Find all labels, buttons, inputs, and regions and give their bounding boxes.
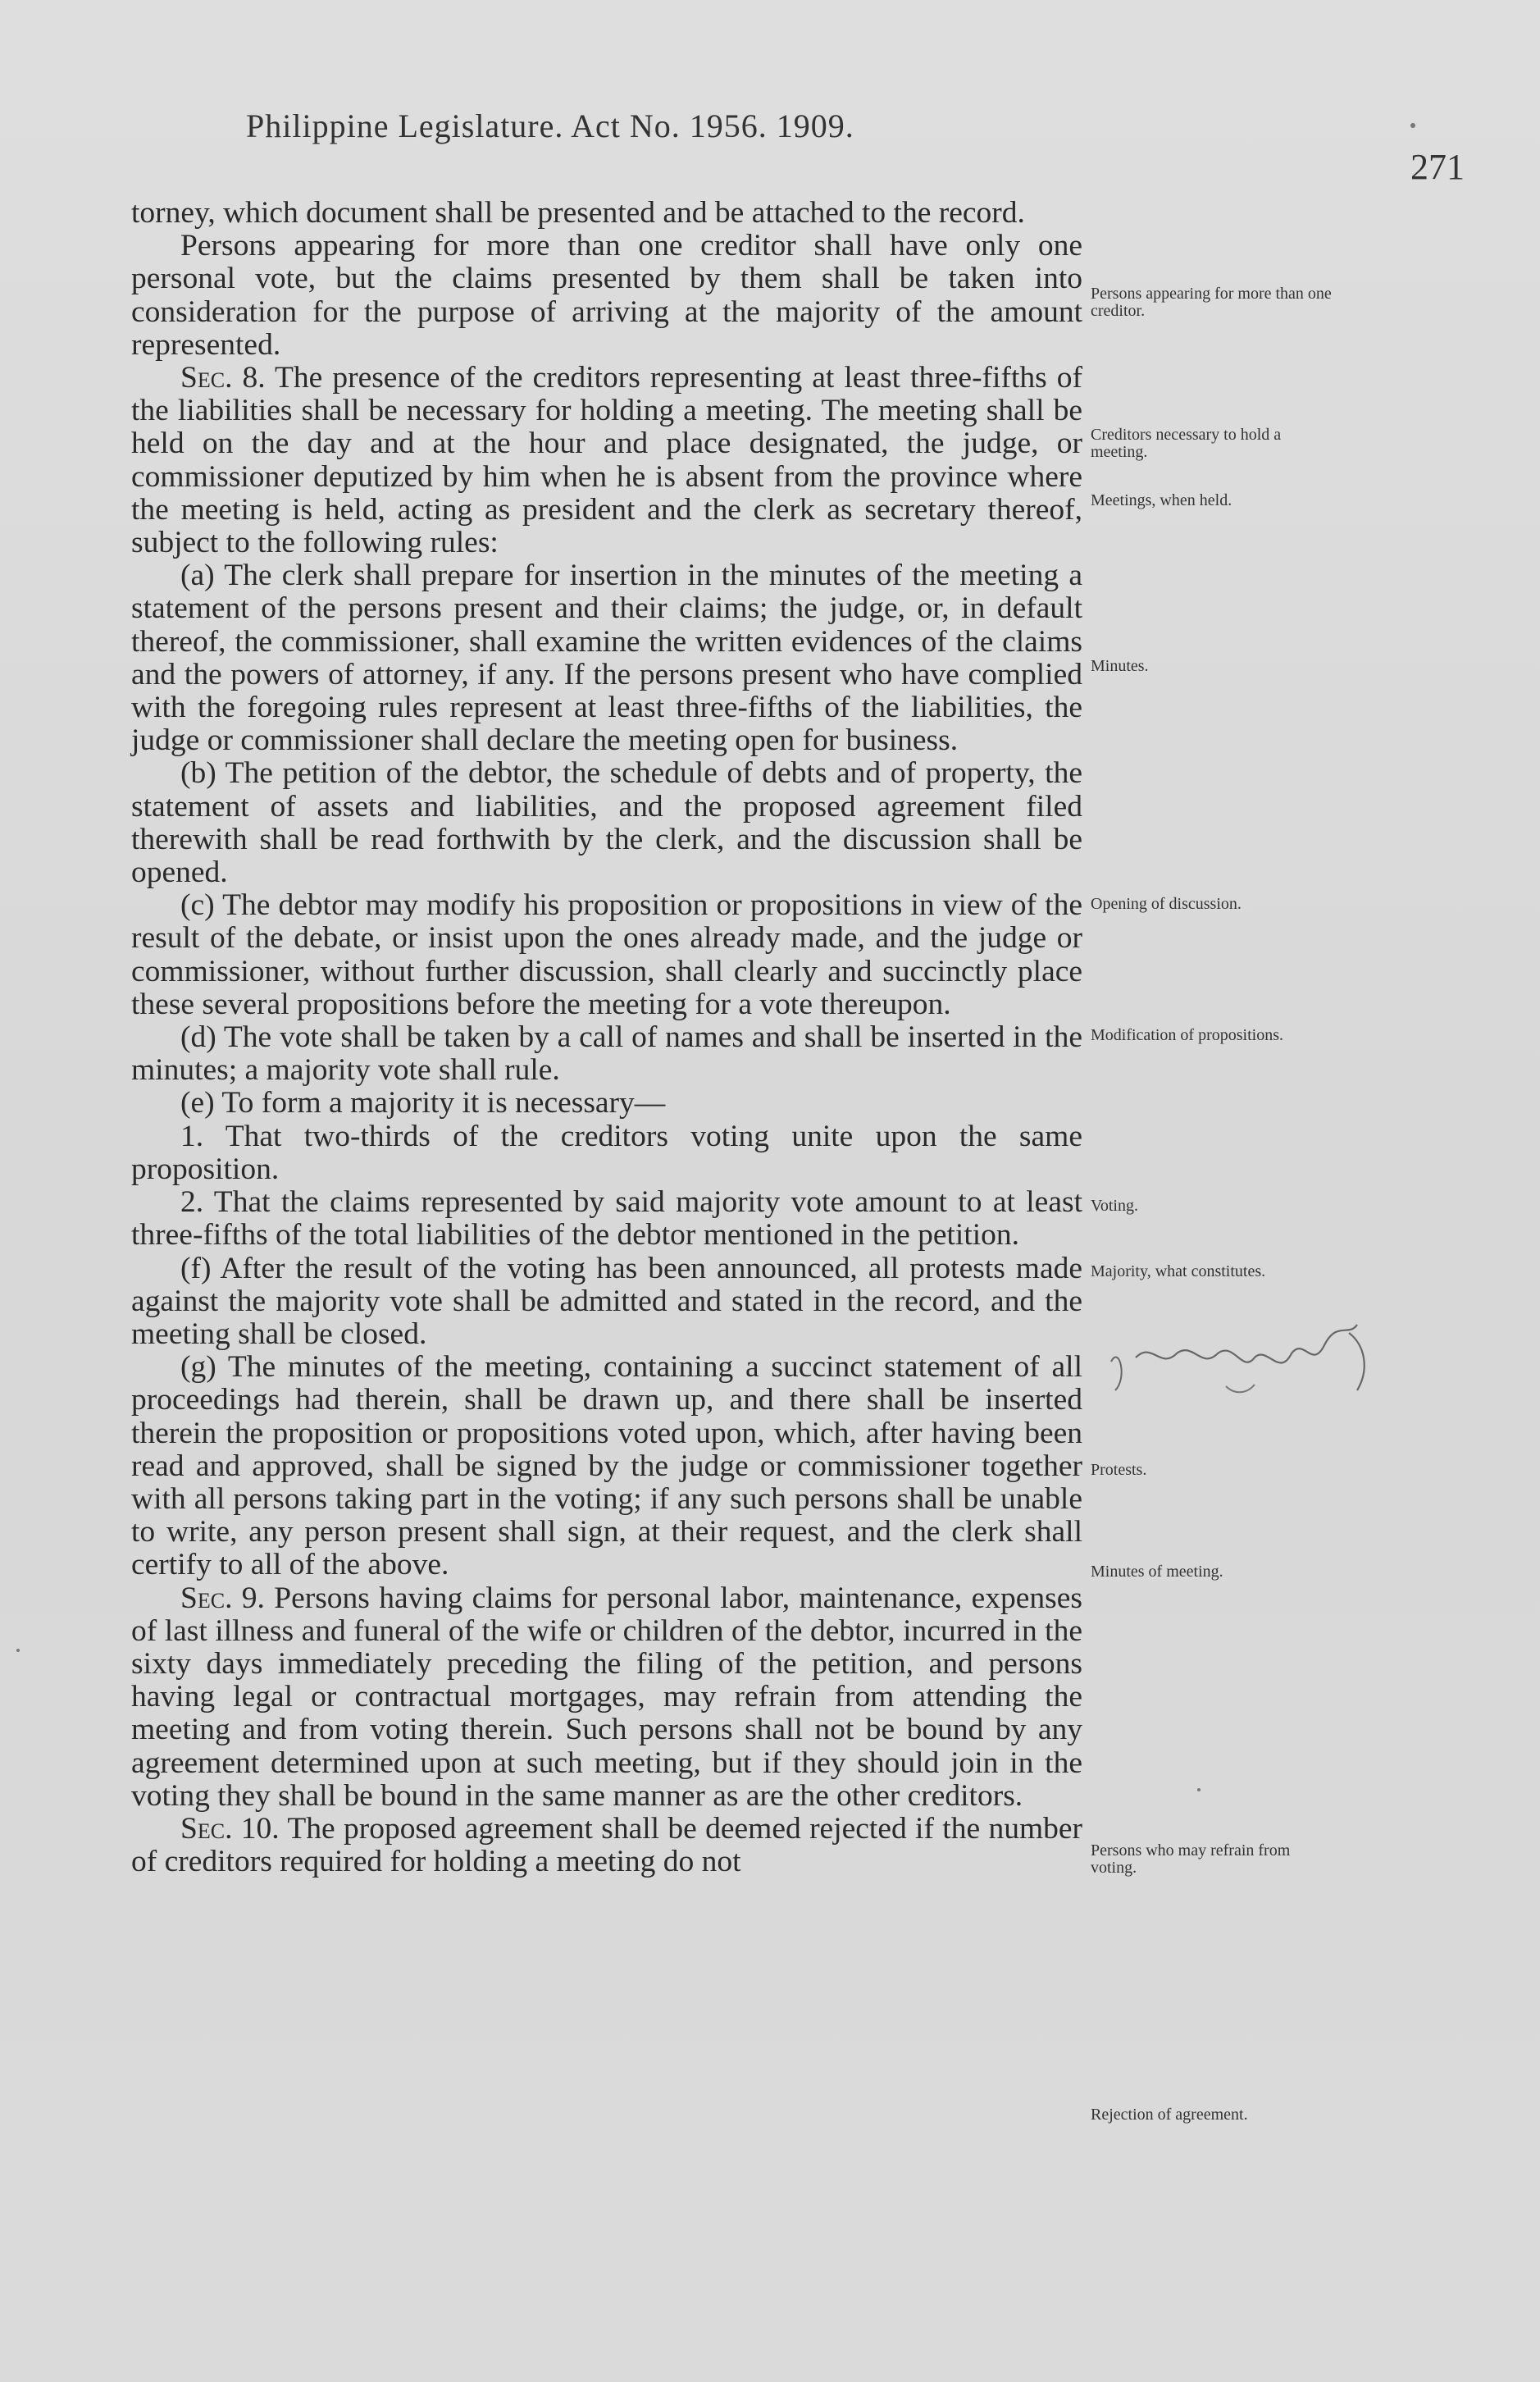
margin-note: Persons appearing for more than one creditor. bbox=[1091, 285, 1332, 320]
rule-e-1: 1. That two-thirds of the creditors voting unite upon the same proposition. bbox=[131, 1119, 1082, 1186]
section-9: Sec. 9. Persons having claims for personal labor, maintenance, expenses of last illness and funeral of the wife or children of the debtor, incurred in the sixty days immediately preceding the filing of the petition, and persons having legal or contractual mortgages, may refrain from attending the meeting and from voting therein. Such persons shall not be bound by any agreement determined upon at such meeting, but if they should join in the voting they shall be bound in the same manner as are the other creditors. bbox=[131, 1581, 1082, 1813]
rule-c: (c) The debtor may modify his proposition or propositions in view of the result of the debate, or insist upon the ones already made, and the judge or commissioner, without further discussion, shall clearly and succinctly place these several propositions before the meeting for a vote thereupon. bbox=[131, 888, 1082, 1021]
section-8: Sec. 8. The presence of the creditors representing at least three-fifths of the liabilities shall be necessary for holding a meeting. The meeting shall be held on the day and at the hour and place designated, the judge, or commissioner deputized by him when he is absent from the province where the meeting is held, acting as president and the clerk as secretary thereof, subject to the following rules: bbox=[131, 361, 1082, 560]
rule-e-2: 2. That the claims represented by said majority vote amount to at least three-fifths of the total liabilities of the debtor mentioned in the petition. bbox=[131, 1185, 1082, 1253]
paragraph: Persons appearing for more than one creditor shall have only one personal vote, but the claims presented by them shall be taken into consideration for the purpose of arriving at the majority of the amount represented. bbox=[131, 229, 1082, 362]
handwritten-annotation bbox=[1103, 1312, 1382, 1403]
margin-note: Voting. bbox=[1091, 1197, 1138, 1215]
margin-note: Creditors necessary to hold a meeting. bbox=[1091, 426, 1282, 461]
margin-note: Protests. bbox=[1091, 1461, 1147, 1479]
page-number: 271 bbox=[1410, 147, 1465, 187]
section-label: Sec. 10. bbox=[180, 1811, 280, 1846]
speck bbox=[16, 1649, 20, 1652]
body-text bbox=[131, 197, 1082, 1878]
rule-a: (a) The clerk shall prepare for insertion in the minutes of the meeting a statement of the persons present and their claims; the judge, or, in default thereof, the commissioner, shall examine the written evidences of the claims and the powers of attorney, if any. If the persons present who have complied with the foregoing rules represent at least three-fifths of the liabilities, the judge or commissioner shall declare the meeting open for business. bbox=[131, 559, 1082, 758]
margin-note: Meetings, when held. bbox=[1091, 491, 1232, 509]
rule-b: (b) The petition of the debtor, the schedule of debts and of property, the statement of assets and liabilities, and the proposed agreement filed therewith shall be read forthwith by the clerk, and the discussion shall be opened. bbox=[131, 756, 1082, 890]
margin-note: Rejection of agreement. bbox=[1091, 2106, 1248, 2124]
rule-d: (d) The vote shall be taken by a call of names and shall be inserted in the minutes; a majority vote shall rule. bbox=[131, 1020, 1082, 1088]
margin-note: Persons who may refrain from voting. bbox=[1091, 1841, 1291, 1877]
rule-g: (g) The minutes of the meeting, containing a succinct statement of all proceedings had therein, shall be drawn up, and there shall be inserted therein the proposition or propositions voted upon, which, after having been read and approved, shall be signed by the judge or commissioner together with all persons taking part in the voting; if any such persons shall be unable to write, any person present shall sign, at their request, and the clerk shall certify to all of the above. bbox=[131, 1350, 1082, 1582]
running-head: Philippine Legislature. Act No. 1956. 1909. bbox=[246, 107, 854, 144]
margin-note: Majority, what constitutes. bbox=[1091, 1262, 1266, 1280]
margin-note: Opening of discussion. bbox=[1091, 895, 1242, 913]
section-10: Sec. 10. The proposed agreement shall be deemed rejected if the number of creditors required for holding a meeting do not bbox=[131, 1811, 1082, 1879]
margin-note: Minutes. bbox=[1091, 657, 1149, 675]
paragraph: torney, which document shall be presented and be attached to the record. bbox=[131, 196, 1025, 230]
margin-note: Modification of propositions. bbox=[1091, 1026, 1283, 1044]
speck bbox=[1197, 1788, 1201, 1791]
margin-note: Minutes of meeting. bbox=[1091, 1563, 1223, 1581]
section-label: Sec. 9. bbox=[180, 1581, 265, 1615]
section-label: Sec. 8. bbox=[180, 361, 266, 395]
speck bbox=[1410, 123, 1415, 128]
rule-e: (e) To form a majority it is necessary— bbox=[180, 1086, 666, 1120]
rule-f: (f) After the result of the voting has been announced, all protests made against the majority vote shall be admitted and stated in the record, and the meeting shall be closed. bbox=[131, 1251, 1082, 1351]
